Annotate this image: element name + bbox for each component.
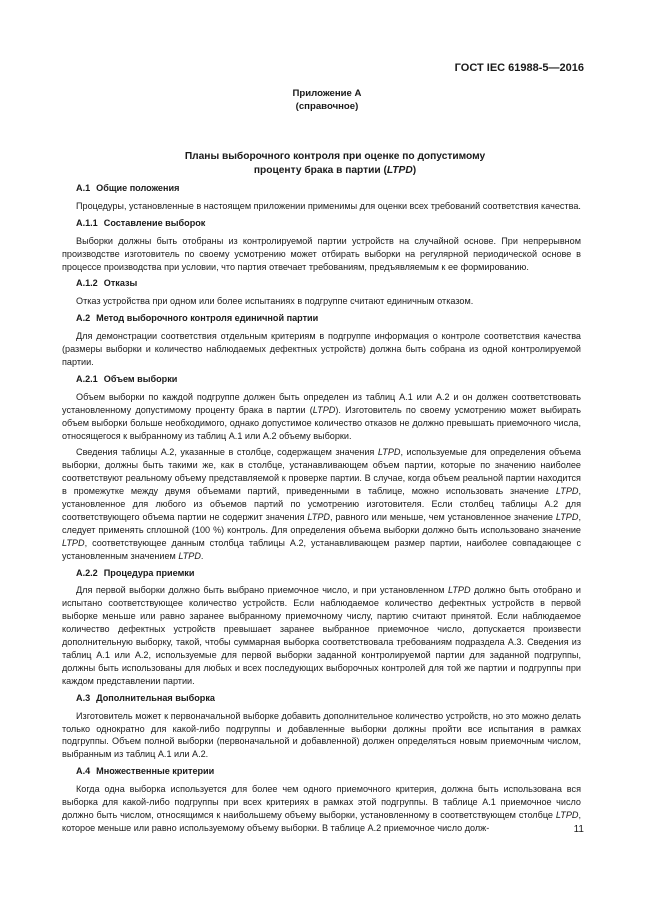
- section-heading-a1-1: А.1.1 Составление выборок: [76, 217, 206, 228]
- paragraph-a2: Для демонстрации соответствия отдельным критериям в подгруппе информация о контроле соответствия качества (размеры выборки и количество наблюдаемых дефектных устройств) должна быть собрана из одной контролируемой партии.: [62, 331, 581, 367]
- section-heading-a3: А.3 Дополнительная выборка: [76, 692, 215, 703]
- paragraph-a2-1-second: Сведения таблицы А.2, указанные в столбце, содержащем значения LTPD, используемые для определения объема выборки, должны быть такими же, как в столбце, устанавливающем объем партии, которые по значению наиболее соответствуют реальному объему представляемой к проверке партии. В случае, когда объем реальной партии находится в промежутке между двумя объемами партий, приведенными в таблице, можно использовать значение LTPD, установленное для любого из объемов партий по усмотрению изготовителя. Если столбец таблицы А.2 для соответствующего объема партии не содержит значения LTPD, равного или меньше, чем установленное значение LTPD, следует применять сплошной (100 %) контроль. Для определения объема выборки должно быть использовано значение LTPD, соответствующее данным столбца таблицы А.2, устанавливающем размер партии, наиболее совпадающее с установленным значением LTPD.: [62, 447, 581, 561]
- paragraph-a1: Процедуры, установленные в настоящем приложении применимы для оценки всех требований соответствия качества.: [76, 200, 581, 211]
- paragraph-a2-2: Для первой выборки должно быть выбрано приемочное число, и при установленном LTPD должно быть отобрано и испытано соответствующее количество устройств. Если наблюдаемое количество дефектных устройств в первой выборке меньше или равно заранее выбранному приемочному числу, партию считают принятой. Если наблюдаемое количество дефектных устройств превышает заранее выбранное приемочное число, допускается произвести дополнительную выборку, такой, чтобы суммарная выборка соответствовала требованиям подраздела А.3. Сведения из таблиц А.1 или А.2, используемые для первой выборки заданной контролируемой партии для заданной подгруппы, должны быть использованы для любых и всех последующих выборочных контролей для той же партии и подгруппы при каждом представлении партии.: [62, 585, 581, 686]
- section-heading-a1-2: А.1.2 Отказы: [76, 278, 138, 289]
- paragraph-a2-1-first: Объем выборки по каждой подгруппе должен быть определен из таблиц А.1 или А.2 и он должен соответствовать установленному допустимому проценту брака в партии (LTPD). Изготовитель по своему усмотрению может выбирать объем выборки больше необходимого, однако допустимое количество отказов не должно превышать приемочного числа, относящегося к выбранному из таблиц А.1 или А.2 объему выборки.: [62, 391, 581, 441]
- annex-status: (справочное): [295, 101, 359, 112]
- section-heading-a1: А.1 Общие положения: [76, 183, 180, 193]
- section-heading-a2-1: А.2.1 Объем выборки: [76, 373, 178, 384]
- section-heading-a2-2: А.2.2 Процедура приемки: [76, 567, 195, 578]
- section-heading-a4: А.4 Множественные критерии: [76, 766, 215, 777]
- page-number: 11: [573, 824, 584, 835]
- paragraph-a4: Когда одна выборка используется для более чем одного приемочного критерия, должна быть использована вся выборка для какой-либо подгруппы при всех критериях в рамках этой подгруппы. В таблице А.1 приемочное число должно быть числом, относящимся к наибольшему объему выборки, установленному в соответствующем столбце LTPD, которое меньше или равно используемому объему выборки. В таблице А.2 приемочное число долж-: [62, 784, 581, 833]
- annex-title: [0, 150, 646, 178]
- paragraph-a1-1: Выборки должны быть отобраны из контролируемой партии устройств на случайной основе. При непрерывном производстве изготовитель по своему усмотрению может отбирать выборки на регулярной периодической основе в процессе производства при условии, что партия отвечает требованиям, предъявляемым к ее формированию.: [62, 235, 581, 272]
- section-heading-a2: А.2 Метод выборочного контроля единичной партии: [76, 313, 319, 324]
- document-body: [62, 178, 581, 839]
- annex-label: Приложение А: [292, 88, 362, 99]
- annex-heading: [0, 87, 646, 113]
- paragraph-a1-2: Отказ устройства при одном или более испытаниях в подгруппе считают единичным отказом.: [76, 296, 474, 307]
- paragraph-a3: Изготовитель может к первоначальной выборке добавить дополнительное количество устройств, но это можно делать только однократно для какой-либо подгруппы и добавленные выборки должны пройти все испытания в рамках подгруппы. Объем полной выборки (первоначальной и добавленной) должен определяться новым приемочным числом, выбранным из таблиц А.1 или А.2.: [62, 710, 581, 760]
- annex-title-line2: проценту брака в партии (LTPD): [253, 165, 417, 176]
- annex-title-line1: Планы выборочного контроля при оценке по допустимому: [184, 151, 486, 162]
- standard-code: ГОСТ IEC 61988-5—2016: [454, 62, 584, 74]
